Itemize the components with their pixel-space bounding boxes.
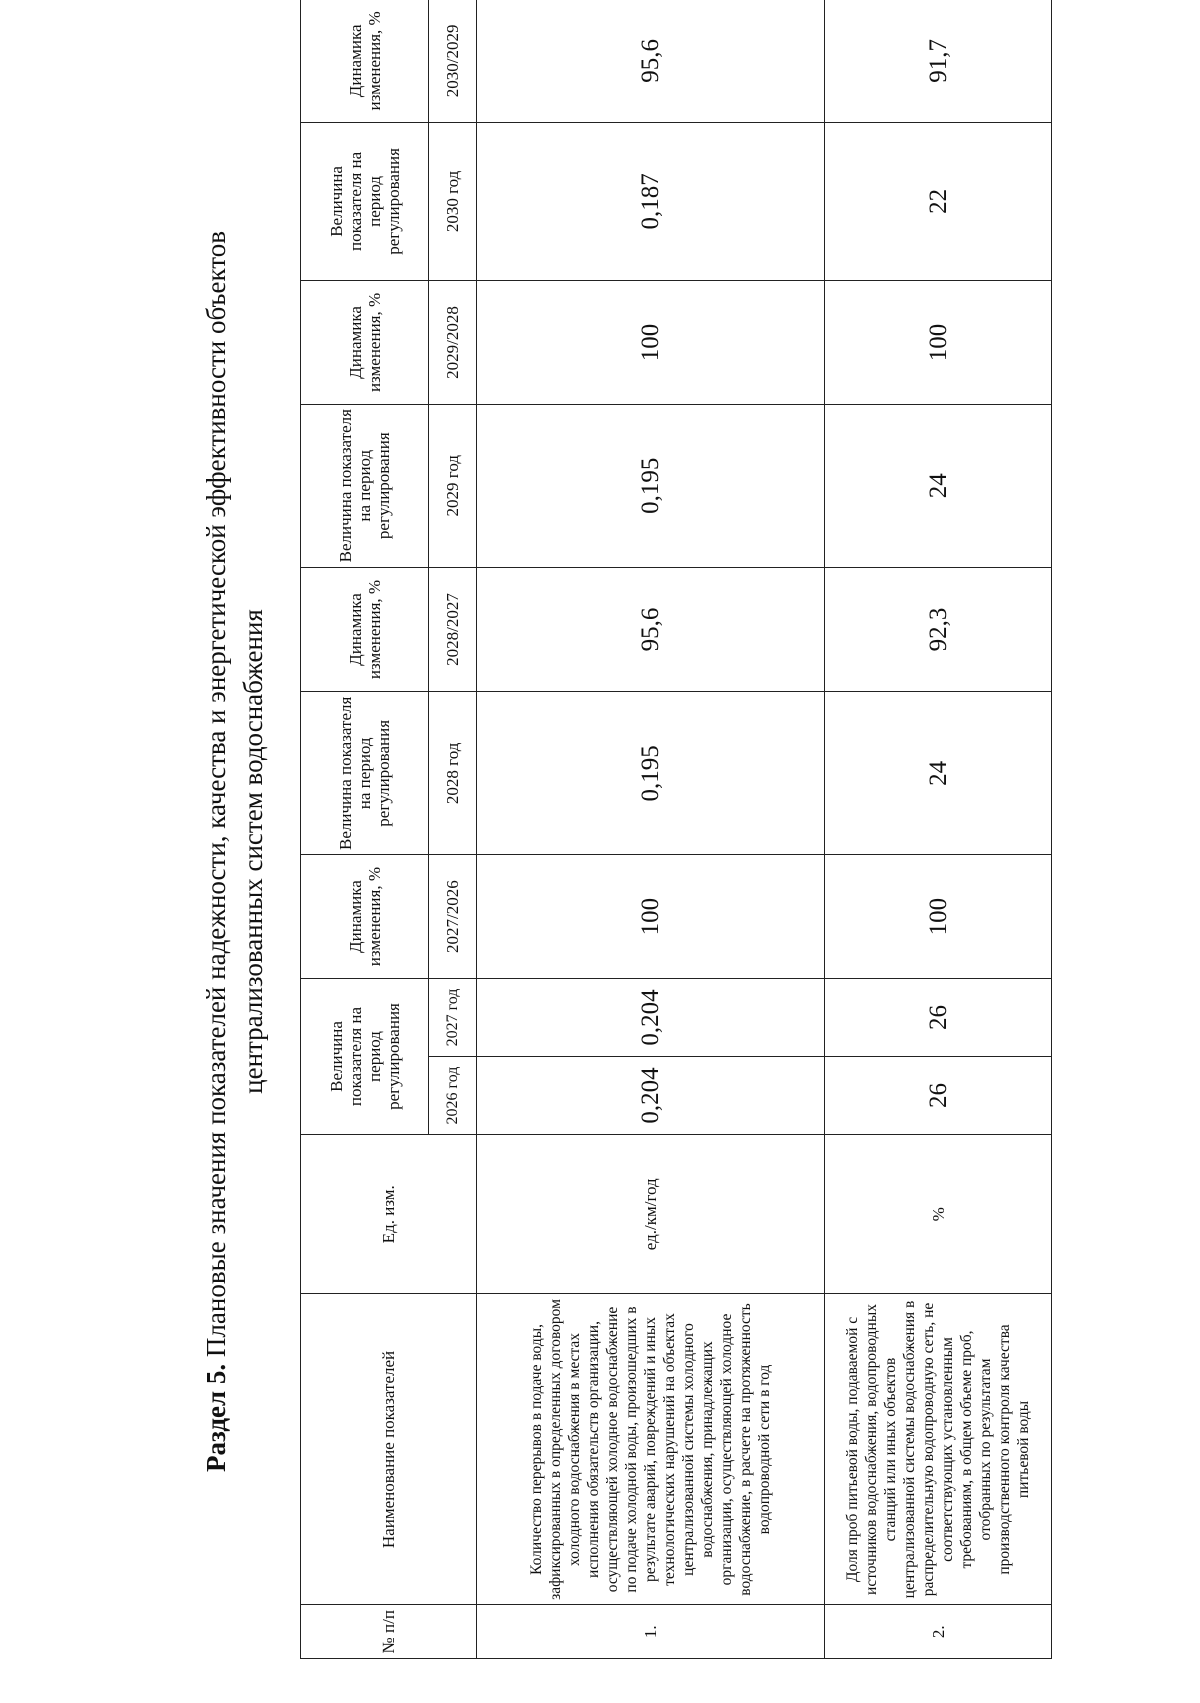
header-row — [301, 0, 429, 1659]
header-value-2026-2027: Величина показателя на период регулирования — [301, 978, 429, 1134]
subheader-2029: 2029 год — [429, 404, 477, 567]
dynamics-2029-2028: 100 — [477, 281, 825, 405]
value-2027: 26 — [825, 978, 1052, 1056]
dynamics-2028-2027: 95,6 — [477, 567, 825, 692]
header-unit: Ед. изм. — [301, 1135, 477, 1294]
header-value-2028: Величина показателя на период регулирования — [301, 692, 429, 855]
header-name: Наименование показателей — [301, 1294, 477, 1605]
header-dynamics-2028: Динамика изменения, % — [301, 567, 429, 692]
header-value-2029: Величина показателя на период регулирования — [301, 404, 429, 567]
value-2027: 0,204 — [477, 978, 825, 1056]
section-title-line2: централизованных систем водоснабжения — [238, 609, 268, 1094]
row-name: Количество перерывов в подаче воды, зафиксированных в определенных договором холодного водоснабжения в местах исполнения обязательств организации, осуществляющей холодное водоснабжение по подаче холодной воды, произошедших в результате аварий, повреждений и иных технологических нарушений на объектах централизованной системы холодного водоснабжения, принадлежащих организации, осуществляющей холодное водоснабжение, в расчете на протяженность водопроводной сети в год — [477, 1294, 825, 1605]
dynamics-2027-2026: 100 — [825, 855, 1052, 979]
header-dynamics-2029: Динамика изменения, % — [301, 281, 429, 405]
section-label: Раздел 5. — [201, 1363, 231, 1472]
header-dynamics-2027: Динамика изменения, % — [301, 855, 429, 979]
row-name: Доля проб питьевой воды, подаваемой с источников водоснабжения, водопроводных станций или иных объектов централизованной системы водоснабжения в распределительную водопроводную сеть, не соответствующих установленным требованиям, в общем объеме проб, отобранных по результатам производственного контроля качества питьевой воды — [825, 1294, 1052, 1605]
header-value-2030: Величина показателя на период регулирования — [301, 122, 429, 280]
dynamics-2030-2029: 95,6 — [477, 0, 825, 122]
subheader-2026: 2026 год — [429, 1057, 477, 1135]
row-unit: % — [825, 1135, 1052, 1294]
dynamics-2028-2027: 92,3 — [825, 567, 1052, 692]
value-2026: 0,204 — [477, 1057, 825, 1135]
dynamics-2030-2029: 91,7 — [825, 0, 1052, 122]
value-2029: 24 — [825, 404, 1052, 567]
value-2028: 24 — [825, 692, 1052, 855]
subheader-2027: 2027 год — [429, 978, 477, 1056]
value-2028: 0,195 — [477, 692, 825, 855]
indicators-table — [300, 0, 1052, 1659]
section-title-line1: Плановые значения показателей надежности, качества и энергетической эффективности объектов — [201, 231, 231, 1364]
header-num: № п/п — [301, 1605, 477, 1659]
subheader-2027-2026: 2027/2026 — [429, 855, 477, 979]
table-row — [477, 0, 825, 1659]
table-row — [825, 0, 1052, 1659]
subheader-2028-2027: 2028/2027 — [429, 567, 477, 692]
dynamics-2029-2028: 100 — [825, 281, 1052, 405]
subheader-2030: 2030 год — [429, 122, 477, 280]
value-2030: 0,187 — [477, 122, 825, 280]
row-num: 1. — [477, 1605, 825, 1659]
value-2026: 26 — [825, 1057, 1052, 1135]
subheader-2028: 2028 год — [429, 692, 477, 855]
value-2029: 0,195 — [477, 404, 825, 567]
subheader-2029-2028: 2029/2028 — [429, 281, 477, 405]
section-title — [200, 40, 232, 1663]
row-num: 2. — [825, 1605, 1052, 1659]
dynamics-2027-2026: 100 — [477, 855, 825, 979]
value-2030: 22 — [825, 122, 1052, 280]
row-unit: ед./км/год — [477, 1135, 825, 1294]
subheader-2030-2029: 2030/2029 — [429, 0, 477, 122]
header-dynamics-2030: Динамика изменения, % — [301, 0, 429, 122]
